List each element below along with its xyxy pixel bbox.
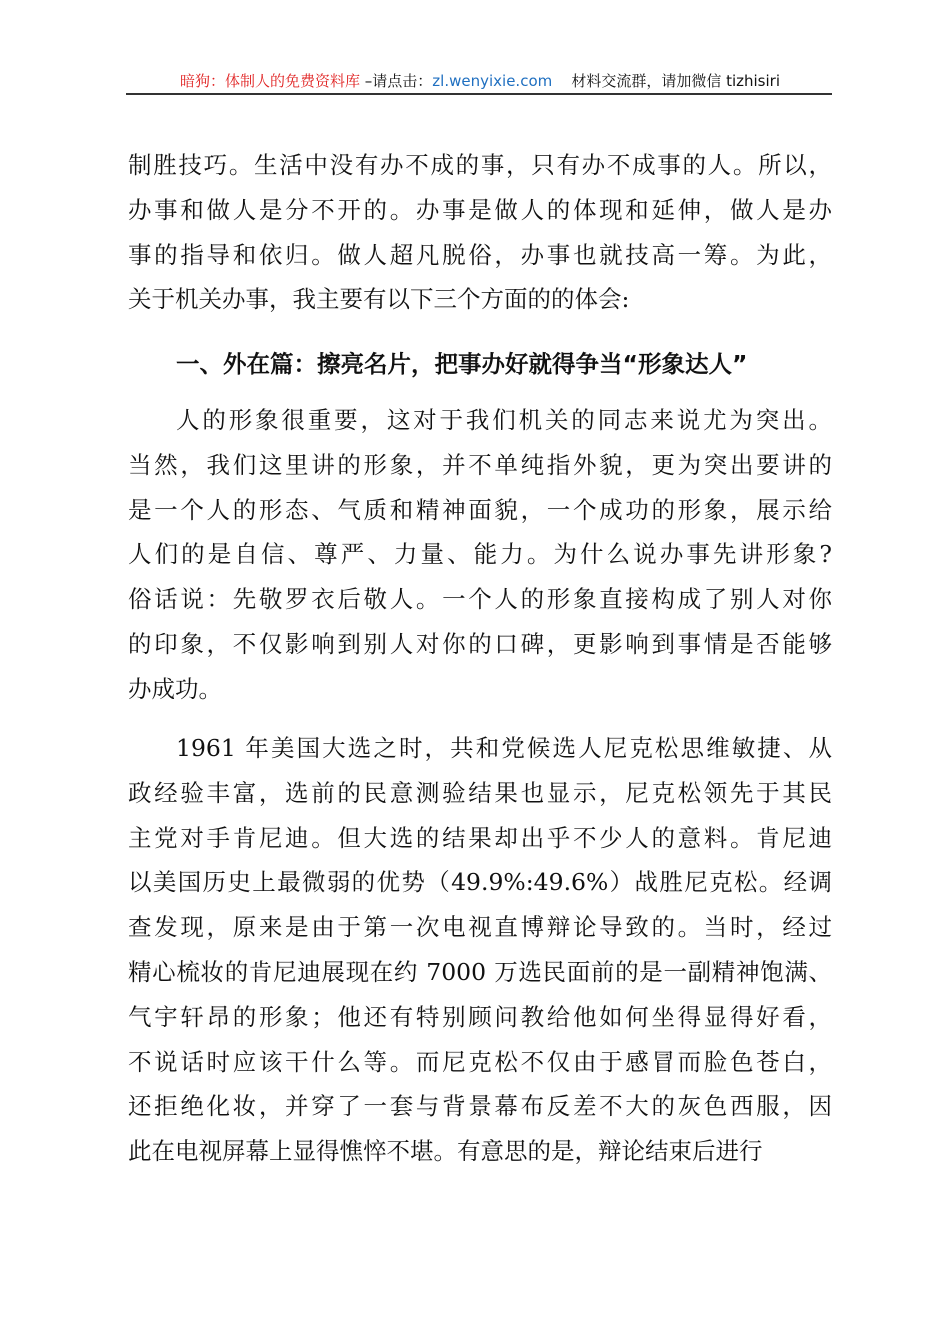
header-divider — [126, 93, 832, 95]
text-line: 查发现，原来是由于第一次电视直博辩论导致的。当时，经过 — [128, 913, 832, 942]
text-line: 当然，我们这里讲的形象，并不单纯指外貌，更为突出要讲的 — [128, 450, 832, 479]
text-line: 办成功。 — [128, 674, 222, 703]
text-line: 办事和做人是分不开的。办事是做人的体现和延伸，做人是办 — [128, 195, 832, 224]
text-line: 气宇轩昂的形象；他还有特别顾问教给他如何坐得显得好看， — [128, 1002, 832, 1031]
text-line: 的印象，不仅影响到别人对你的口碑，更影响到事情是否能够 — [128, 630, 832, 658]
text-line: 不说话时应该干什么等。而尼克松不仅由于感冒而脸色苍白， — [128, 1047, 832, 1076]
text-line: 以美国历史上最微弱的优势（49.9%:49.6%）战胜尼克松。经调 — [128, 868, 832, 897]
site-name: 暗狗：体制人的免费资料库 — [180, 72, 361, 90]
text-line: 是一个人的形态、气质和精神面貌，一个成功的形象，展示给 — [128, 495, 832, 524]
site-link[interactable]: zl.wenyixie.com — [432, 72, 553, 90]
text-line: 主党对手肯尼迪。但大选的结果却出乎不少人的意料。肯尼迪 — [128, 823, 832, 852]
text-line: 人的形象很重要，这对于我们机关的同志来说尤为突出。 — [176, 406, 832, 434]
group-info: 材料交流群，请加微信 tizhisiri — [571, 72, 780, 90]
text-line: 事的指导和依归。做人超凡脱俗，办事也就技高一筹。为此， — [128, 240, 832, 269]
text-line: 此在电视屏幕上显得憔悴不堪。有意思的是，辩论结束后进行 — [128, 1137, 763, 1166]
text-line: 制胜技巧。生活中没有办不成的事，只有办不成事的人。所以， — [128, 151, 832, 179]
page-header — [128, 70, 832, 92]
text-line: 俗话说：先敬罗衣后敬人。一个人的形象直接构成了别人对你 — [128, 585, 832, 614]
text-line: 1961 年美国大选之时，共和党候选人尼克松思维敏捷、从 — [176, 734, 832, 762]
text-line: 政经验丰富，选前的民意测验结果也显示，尼克松领先于其民 — [128, 778, 832, 807]
text-line: 关于机关办事，我主要有以下三个方面的的体会: — [128, 285, 630, 314]
text-line: 精心梳妆的肯尼迪展现在约 7000 万选民面前的是一副精神饱满、 — [128, 958, 832, 986]
text-line: 还拒绝化妆，并穿了一套与背景幕布反差不大的灰色西服，因 — [128, 1092, 832, 1121]
click-prompt: –请点击： — [360, 72, 433, 90]
section-heading: 一、外在篇：擦亮名片，把事办好就得争当“形象达人” — [176, 350, 748, 378]
text-line: 人们的是自信、尊严、力量、能力。为什么说办事先讲形象? — [128, 540, 832, 569]
